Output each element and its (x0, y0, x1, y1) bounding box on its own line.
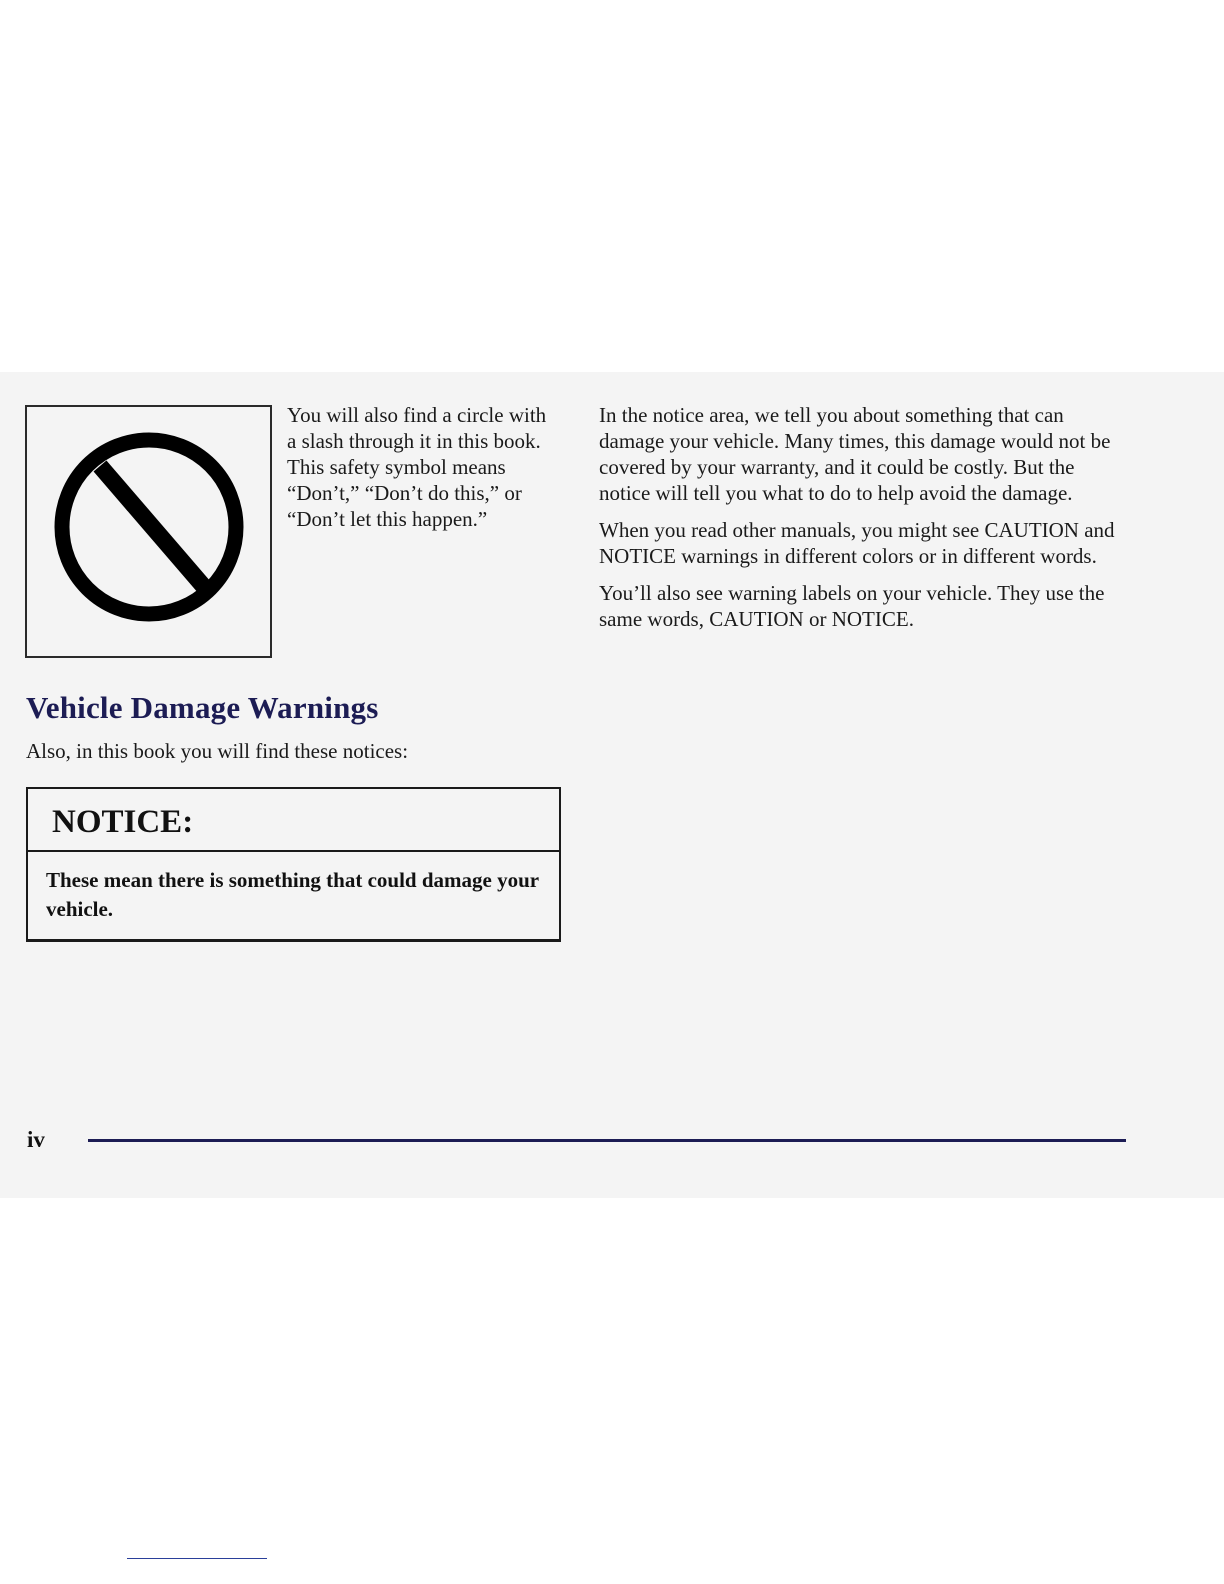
section-intro: Also, in this book you will find these notices: (26, 739, 409, 763)
safety-symbol-box (25, 405, 272, 658)
notice-body: These mean there is something that could damage your vehicle. (46, 868, 539, 921)
notice-title: NOTICE: (28, 789, 559, 852)
section-heading: Vehicle Damage Warnings (26, 690, 379, 725)
page-number: iv (27, 1127, 45, 1152)
symbol-caption: You will also find a circle with a slash through it in this book. This safety symbol means “Don’t,” “Don’t do this,” or “Don’t let this happen.” (287, 403, 547, 531)
circle-slash-icon (27, 407, 270, 656)
paragraph-notice-area: In the notice area, we tell you about something that can damage your vehicle. Many times, this damage would not be covered by your warranty, and it could be costly. But the notice will tell you what to do to help avoid the damage. (599, 403, 1111, 505)
divider (127, 1558, 267, 1559)
paragraph-warning-labels: You’ll also see warning labels on your vehicle. They use the same words, CAUTION or NOTICE. (599, 581, 1105, 631)
footer-rule (88, 1139, 1126, 1142)
right-column (599, 402, 1129, 643)
paragraph-other-manuals: When you read other manuals, you might see CAUTION and NOTICE warnings in different colors or in different words. (599, 518, 1115, 568)
notice-box (26, 787, 561, 942)
